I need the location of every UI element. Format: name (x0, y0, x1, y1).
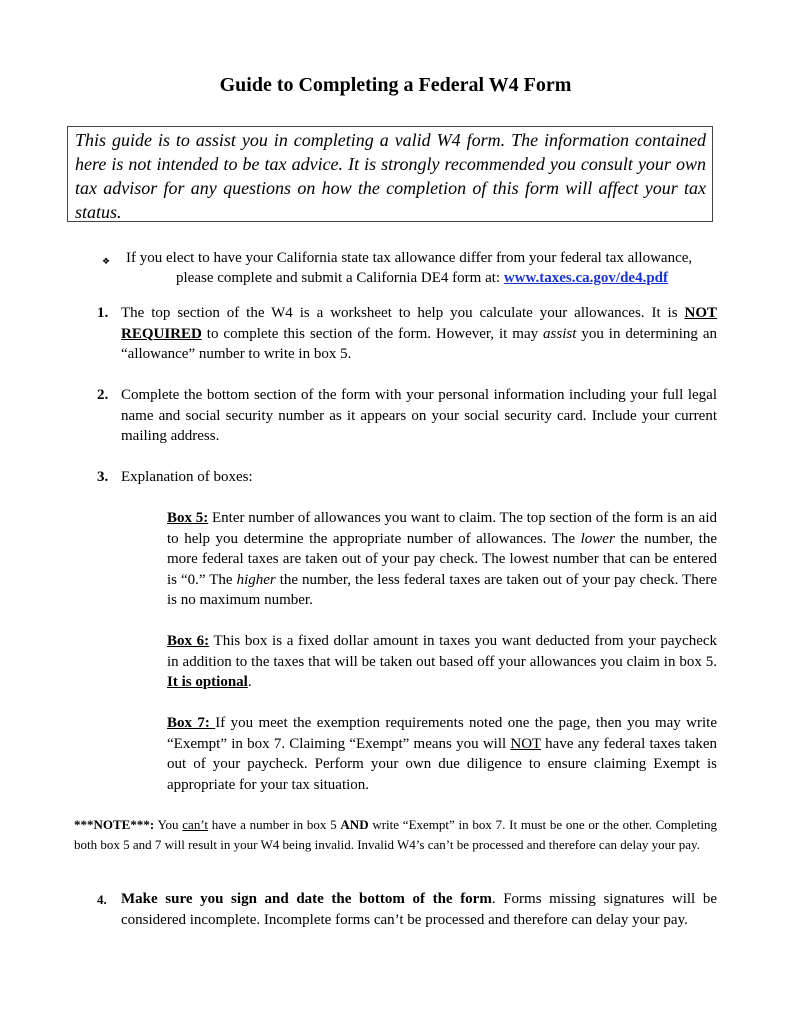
optional-emphasis: It is optional (167, 674, 248, 690)
text-span: have a number in box 5 (208, 817, 341, 832)
list-item-text (121, 303, 717, 365)
disclaimer-box: This guide is to assist you in completing a valid W4 form. The information contained here is not intended to be tax advice. It is strongly recommended you consult your own tax advisor for any questions on how the completion of this form will affect your tax status. (67, 126, 713, 222)
not-emphasis: NOT (510, 735, 541, 752)
box5-explanation (167, 508, 717, 611)
higher-emphasis: higher (236, 571, 276, 588)
text-span: If you meet the exemption requirements noted one the page, then you may write “Exempt” in box 7. Claiming “Exempt” means you will (167, 715, 718, 752)
text-span: the number, the more federal taxes are taken out of your pay check. The lowest number that can be entered is “0.” The (167, 530, 718, 588)
and-emphasis: AND (340, 817, 369, 832)
not-required-emphasis: NOT REQUIRED (121, 305, 717, 342)
box7-label: Box 7: (167, 715, 216, 731)
list-item-1 (97, 303, 717, 365)
list-item-3 (97, 467, 717, 488)
text-span: the number, the less federal taxes are taken out of your pay check. There is no maximum number. (167, 571, 718, 608)
text-span: Enter number of allowances you want to claim. The top section of the form is an aid to help you determine the appropriate number of allowances. The (167, 510, 717, 547)
cant-emphasis: can’t (182, 817, 209, 832)
list-item-text: Complete the bottom section of the form with your personal information including your full legal name and social security number as it appears on your social security card. Include your current mailing address. (121, 387, 717, 444)
text-span: This box is a fixed dollar amount in taxes you want deducted from your paycheck in addition to the taxes that will be taken out based off your allowances you claim in box 5. (167, 633, 718, 670)
note-paragraph (74, 815, 717, 854)
box5-label: Box 5: (167, 510, 209, 526)
text-span: The top section of the W4 is a worksheet to help you calculate your allowances. It is (121, 305, 685, 321)
sign-date-emphasis: Make sure you sign and date the bottom of the form (121, 891, 492, 907)
box7-explanation (167, 713, 717, 795)
list-number: 3. (97, 469, 109, 485)
california-note (100, 248, 720, 288)
list-item-4 (97, 889, 717, 930)
text-span: . (247, 674, 252, 690)
california-note-line1: If you elect to have your California state tax allowance differ from your federal tax allowance, (126, 250, 693, 266)
diamond-bullet-icon: ❖ (102, 256, 111, 266)
text-span: You (154, 817, 183, 832)
list-number: 2. (97, 387, 109, 403)
de4-form-link[interactable]: www.taxes.ca.gov/de4.pdf (503, 270, 668, 286)
box6-label: Box 6: (167, 633, 210, 649)
assist-emphasis: assist (543, 325, 577, 342)
text-span: . Forms missing signatures will be considered incomplete. Incomplete forms can’t be processed and therefore can delay your pay. (121, 891, 717, 928)
note-label: ***NOTE***: (74, 817, 155, 832)
text-span: write “Exempt” in box 7. It must be one or the other. Completing both box 5 and 7 will result in your W4 being invalid. Invalid W4’s can’t be processed and therefore can delay your pay. (74, 817, 717, 852)
box6-explanation (167, 631, 717, 693)
text-span: have any federal taxes taken out of your paycheck. Perform your own due diligence to ensure claiming Exempt is appropriate for your tax situation. (167, 735, 717, 793)
list-number: 4. (97, 892, 107, 907)
lower-emphasis: lower (580, 530, 615, 547)
california-note-text: please complete and submit a California DE4 form at: (176, 270, 504, 286)
list-item-text: Explanation of boxes: (121, 469, 253, 485)
list-number: 1. (97, 305, 109, 321)
list-item-2 (97, 385, 717, 447)
california-note-line2 (100, 268, 720, 288)
text-span: to complete this section of the form. However, it may (201, 325, 544, 342)
text-span: you in determining an “allowance” number to write in box 5. (121, 325, 717, 362)
page-title: Guide to Completing a Federal W4 Form (219, 74, 572, 96)
list-item-text (121, 889, 717, 930)
